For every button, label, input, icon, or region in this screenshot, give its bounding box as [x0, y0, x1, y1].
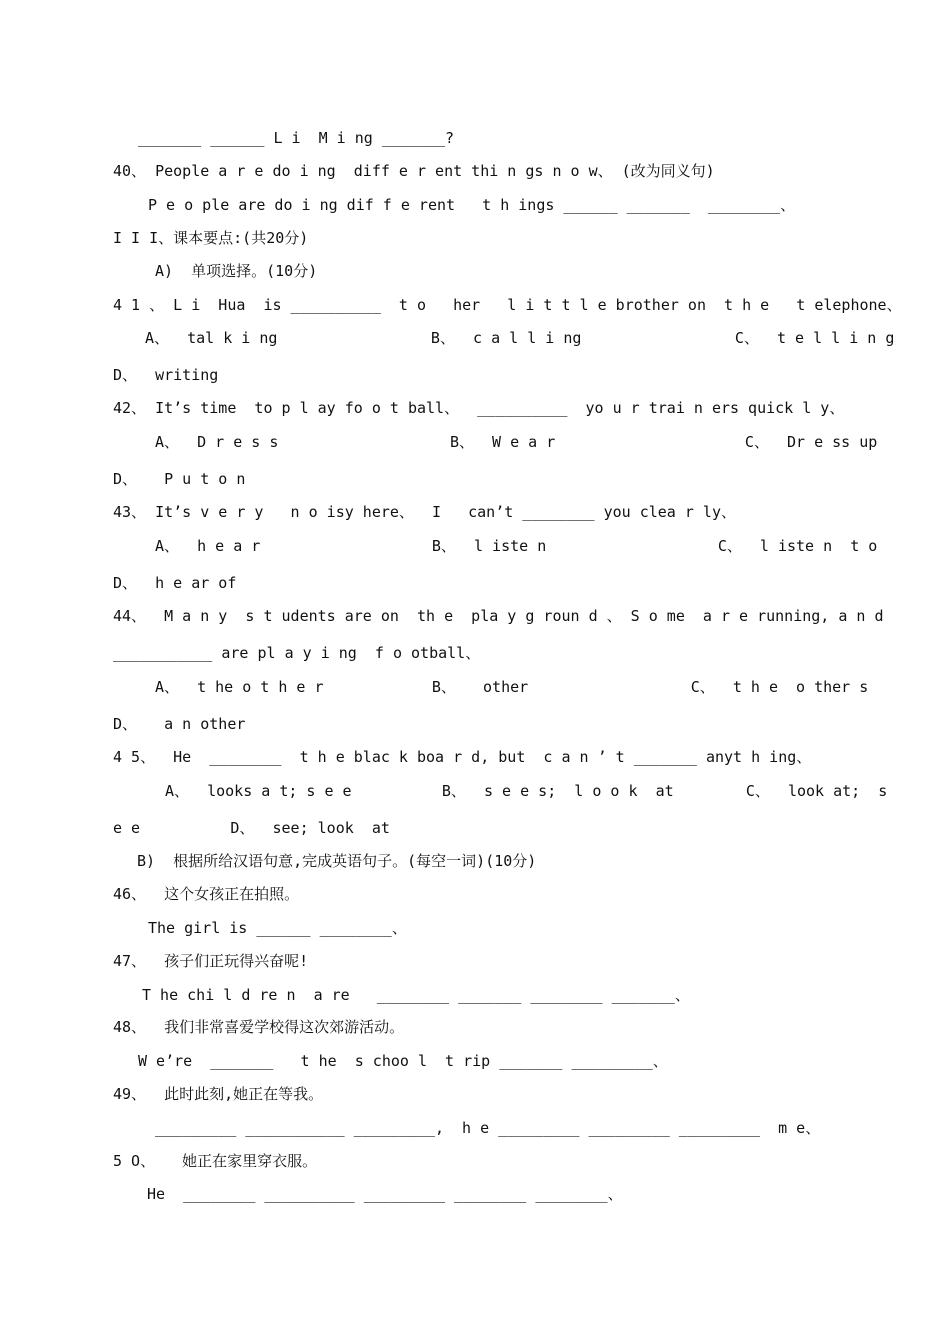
text-line: ___________ are pl a y i ng f o otball、 [113, 644, 481, 662]
options-line: A、 h e a r B、 l iste n C、 l iste n t o [155, 537, 878, 555]
answer-line: T he chi l d re n a re ________ _______ ________ _______、 [142, 986, 690, 1004]
options-line: D、 P u t o n [113, 470, 246, 488]
question-40: 40、 People a r e do i ng diff e r ent thi n gs n o w、 (改为同义句) [113, 162, 715, 180]
text-line: P e o ple are do i ng dif f e rent t h ings ______ _______ ________、 [148, 196, 796, 214]
answer-line: The girl is ______ ________、 [148, 919, 407, 937]
question-45: 4 5、 He ________ t h e blac k boa r d, but c a n ’ t _______ anyt h ing、 [113, 748, 812, 766]
options-line: D、 writing [113, 366, 219, 384]
question-42: 42、 It’s time to p l ay fo o t ball、 __________ yo u r trai n ers quick l y、 [113, 399, 845, 417]
section-heading: I I I、课本要点:(共20分) [113, 229, 309, 247]
options-line: D、 a n other [113, 715, 246, 733]
subsection-heading: A) 单项选择。(10分) [155, 262, 318, 280]
options-line: A、 t he o t h e r B、 other C、 t h e o ther s [155, 678, 869, 696]
question-49: 49、 此时此刻,她正在等我。 [113, 1085, 324, 1103]
options-line: D、 h e ar of [113, 574, 237, 592]
text-line: _______ ______ L i M i ng _______? [138, 129, 455, 147]
question-50: 5 O、 她正在家里穿衣服。 [113, 1152, 318, 1170]
answer-line: W e’re _______ t he s choo l t rip _______ _________、 [138, 1052, 668, 1070]
question-48: 48、 我们非常喜爱学校得这次郊游活动。 [113, 1018, 405, 1036]
answer-line: _________ ___________ _________, h e _________ _________ _________ m e、 [155, 1119, 821, 1137]
question-47: 47、 孩子们正玩得兴奋呢! [113, 952, 309, 970]
options-line: A、 looks a t; s e e B、 s e e s; l o o k at C、 look at; s [165, 782, 888, 800]
subsection-heading: B) 根据所给汉语句意,完成英语句子。(每空一词)(10分) [137, 852, 537, 870]
question-41: 4 1 、 L i Hua is __________ t o her l i t t l e brother on t h e t elephone、 [113, 296, 902, 314]
question-43: 43、 It’s v e r y n o isy here、 I can’t ________ you clea r ly、 [113, 503, 736, 521]
options-line: A、 D r e s s B、 W e a r C、 Dr e ss up [155, 433, 878, 451]
options-line: A、 tal k i ng B、 c a l l i ng C、 t e l l i n g [145, 329, 895, 347]
options-line: e e D、 see; look at [113, 819, 390, 837]
answer-line: He ________ __________ _________ ________ ________、 [147, 1185, 623, 1203]
question-46: 46、 这个女孩正在拍照。 [113, 885, 300, 903]
question-44: 44、 M a n y s t udents are on th e pla y g roun d 、 S o me a r e running, a n d [113, 607, 884, 625]
